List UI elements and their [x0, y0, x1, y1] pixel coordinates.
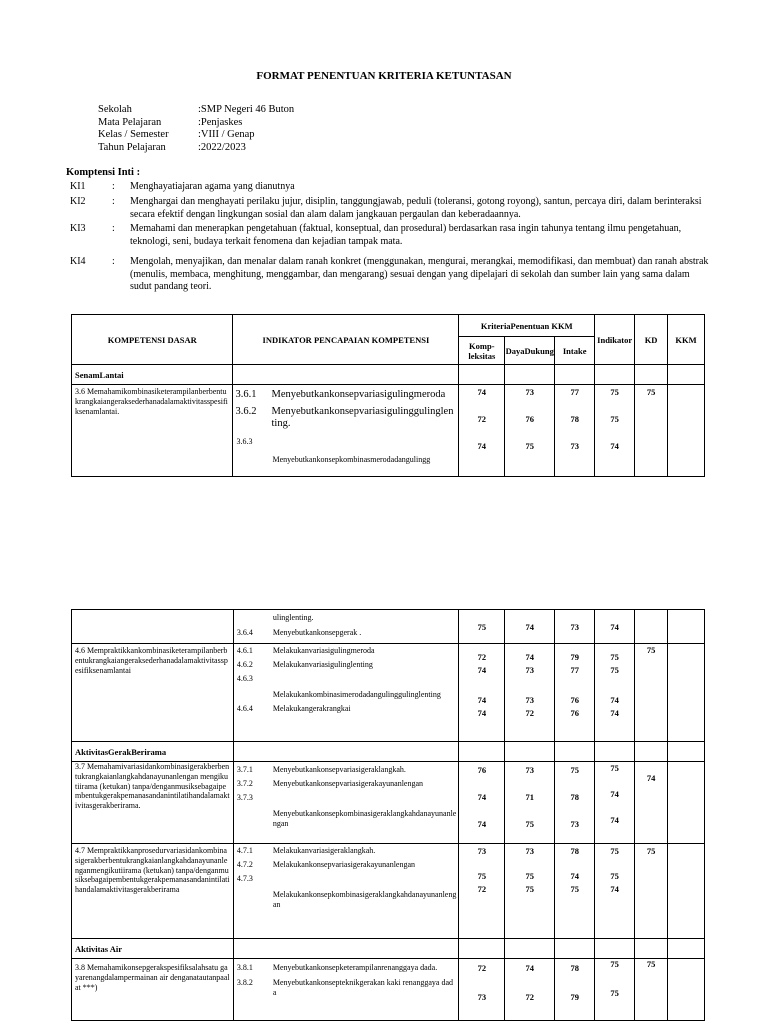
- komp-value: 73: [477, 992, 487, 1002]
- empty-cell: [459, 742, 505, 762]
- info-row-school: [98, 104, 294, 117]
- ki-colon: :: [112, 256, 115, 267]
- indicator-row: [233, 437, 458, 447]
- indicator-row: [234, 704, 459, 714]
- intake-value: 77: [570, 387, 579, 397]
- indikator-value: 74: [610, 708, 619, 718]
- indicator-text: Melakukankonsepvariasigerakayunanlengan: [272, 860, 416, 869]
- indicator-list-3-6: [233, 385, 459, 477]
- empty-cell: [668, 939, 705, 959]
- empty-cell: [505, 742, 555, 762]
- indicator-row: [234, 890, 459, 910]
- school-info: [98, 104, 294, 154]
- kkm-table-page1: [71, 314, 705, 477]
- indicator-text: Menyebutkankonsepketerampilanrenanggaya dada.: [272, 963, 438, 972]
- info-label: Sekolah: [98, 104, 132, 115]
- indicator-list-4-6: [233, 644, 459, 742]
- empty-cell: [505, 939, 555, 959]
- intake-value: 78: [570, 846, 579, 856]
- komp-values: [459, 762, 505, 844]
- intake-values: [555, 762, 595, 844]
- daya-value: 76: [525, 414, 534, 424]
- daya-values: [505, 959, 555, 1021]
- kd-value: [635, 762, 668, 844]
- intake-value: 78: [570, 792, 579, 802]
- indicator-text: Melakukangerakrangkai: [272, 704, 351, 713]
- intake-value: 75: [570, 765, 579, 775]
- daya-values: [505, 385, 555, 477]
- daya-value: 74: [525, 963, 535, 973]
- indicator-row: [234, 674, 459, 684]
- kd-3-6: 3.6 Memahamikombinasiketerampilanberbentukrangkaiangeraksederhanadalamaktivitasspesifiksenamlantai.: [72, 385, 233, 477]
- empty-cell: [233, 939, 459, 959]
- daya-value: 75: [525, 871, 535, 881]
- section-senam-lantai: SenamLantai: [72, 365, 233, 385]
- komp-value: 74: [477, 708, 487, 718]
- daya-value: 75: [525, 884, 535, 894]
- ki-colon: :: [112, 196, 115, 207]
- indikator-value: 75: [610, 959, 619, 969]
- indicator-code-blank: [234, 690, 273, 700]
- indicator-row: [234, 874, 459, 884]
- indikator-value: 75: [610, 988, 619, 998]
- ki-heading: Komptensi Inti :: [66, 167, 141, 178]
- daya-value: 74: [525, 652, 535, 662]
- empty-cell: [635, 610, 668, 644]
- daya-values: [505, 762, 555, 844]
- kd-value-text: 75: [646, 846, 656, 856]
- intake-value: 79: [570, 652, 579, 662]
- indicator-row: [234, 646, 459, 656]
- daya-value: 75: [525, 819, 535, 829]
- indicator-row: [234, 846, 459, 856]
- ki-item-4: [70, 256, 710, 294]
- section-aktivitas-air: Aktivitas Air: [72, 939, 234, 959]
- indicator-text: Melakukanvariasigulingmeroda: [272, 646, 375, 655]
- komp-values: [459, 959, 505, 1021]
- ki-item-3: [70, 223, 710, 248]
- ki-code: KI1: [70, 181, 86, 192]
- kd-4-6: 4.6 Mempraktikkankombinasiketerampilanberbentukrangkaiangeraksederhanadalamaktivitasspesifiksenamlantai: [72, 644, 234, 742]
- indikator-values: [595, 844, 635, 939]
- indicator-code: 3.7.1: [236, 765, 253, 774]
- header-intake: Intake: [555, 337, 595, 365]
- empty-cell: [505, 365, 555, 385]
- kd-3-8: 3.8 Memahamikonsepgerakspesifiksalahsatu gayarenangdalampermainan air denganatautanpaalat ***): [72, 959, 234, 1021]
- komp-value: 75: [459, 610, 505, 644]
- indikator-value: 75: [610, 871, 619, 881]
- indicator-code: 3.7.2: [236, 779, 253, 788]
- info-label: Kelas / Semester: [98, 129, 169, 140]
- ki-colon: :: [112, 181, 115, 192]
- komp-value: 76: [477, 765, 487, 775]
- intake-values: [555, 385, 595, 477]
- ki-text: Menghayatiajaran agama yang dianutnya: [130, 181, 295, 192]
- empty-cell: [233, 742, 459, 762]
- indicator-row: [234, 765, 459, 775]
- empty-cell: [555, 742, 595, 762]
- indicator-code: 4.7.2: [236, 860, 253, 869]
- kd-value-text: 75: [646, 959, 656, 969]
- indikator-value: 75: [610, 846, 619, 856]
- ki-text: Memahami dan menerapkan pengetahuan (faktual, konseptual, dan prosedural) berdasarkan rasa ingin tahunya tentang ilmu pengetahuan, teknologi, seni, budaya terkait fenomena dan kejadian tampak mata.: [130, 223, 682, 247]
- indicator-code-blank: [234, 809, 273, 829]
- indicator-row: [233, 455, 458, 465]
- indicator-code: 4.6.4: [236, 704, 253, 713]
- intake-value: 79: [570, 992, 579, 1002]
- ki-code: KI2: [70, 196, 86, 207]
- empty-cell: [595, 365, 635, 385]
- header-kkm: KKM: [668, 315, 705, 365]
- indikator-value: 75: [610, 414, 619, 424]
- document-title: FORMAT PENENTUAN KRITERIA KETUNTASAN: [256, 70, 512, 82]
- kkm-cell: [668, 762, 705, 844]
- empty-cell: [459, 939, 505, 959]
- intake-value: 73: [555, 610, 595, 644]
- komp-values: [459, 644, 505, 742]
- indikator-values: [595, 959, 635, 1021]
- section-gerak-berirama: AktivitasGerakBerirama: [72, 742, 234, 762]
- indikator-values: [595, 644, 635, 742]
- empty-cell: [668, 742, 705, 762]
- indicator-row: [233, 406, 458, 431]
- indicator-text: Melakukanvariasigeraklangkah.: [272, 846, 376, 855]
- daya-value: 73: [525, 665, 535, 675]
- indikator-value: 74: [610, 695, 619, 705]
- indikator-value: 75: [610, 652, 619, 662]
- indicator-code: 3.8.2: [236, 978, 253, 987]
- indicator-code: 4.6.2: [236, 660, 253, 669]
- indicator-code: 3.8.1: [236, 963, 253, 972]
- intake-value: 78: [570, 414, 579, 424]
- daya-value: 72: [525, 708, 535, 718]
- indicator-text: Menyebutkankonsepvariasigulinggulinglenting.: [271, 405, 454, 429]
- kd-value: [635, 385, 668, 477]
- daya-value: 75: [525, 441, 534, 451]
- header-daya-dukung: DayaDukung: [505, 337, 555, 365]
- indicator-text: Melakukanvariasigulinglenting: [272, 660, 373, 669]
- header-kompetensi-dasar: KOMPETENSI DASAR: [72, 315, 233, 365]
- indicator-code: 4.6.1: [236, 646, 253, 655]
- indicator-code: 4.6.3: [236, 674, 253, 683]
- komp-value: 73: [477, 846, 487, 856]
- komp-value: 72: [477, 884, 487, 894]
- info-row-subject: [98, 117, 294, 130]
- indicator-code: 3.6.2: [235, 405, 257, 417]
- indicator-code: 3.6.4: [236, 628, 253, 637]
- indicator-row: [234, 628, 459, 638]
- indicator-code-blank: [234, 890, 273, 910]
- daya-value: 74: [505, 610, 555, 644]
- komp-values: [459, 844, 505, 939]
- empty-cell: [595, 742, 635, 762]
- indikator-value: 74: [610, 884, 619, 894]
- daya-value: 72: [525, 992, 535, 1002]
- indicator-code: 3.7.3: [236, 793, 253, 802]
- ki-text: Mengolah, menyajikan, dan menalar dalam ranah konkret (menggunakan, mengurai, merangkai, memodifikasi, dan membuat) dan ranah abstrak (menulis, membaca, menghitung, menggambar, dan mengarang) sesuai dengan yang dipelajari di sekolah dan sumber lain yang sama dalam sudut pandang teori.: [130, 256, 709, 292]
- intake-value: 75: [570, 884, 579, 894]
- info-row-year: [98, 142, 294, 155]
- header-indikator: Indikator: [595, 315, 635, 365]
- komp-value: 74: [477, 792, 487, 802]
- kd-value: [635, 644, 668, 742]
- ki-item-1: [70, 181, 710, 194]
- info-value: :VIII / Genap: [198, 129, 255, 140]
- kd-value: [635, 959, 668, 1021]
- indicator-row: [234, 809, 459, 829]
- intake-value: 77: [570, 665, 579, 675]
- indicator-code-blank: [233, 455, 272, 465]
- intake-value: 73: [570, 441, 579, 451]
- info-value: :Penjaskes: [198, 116, 243, 128]
- indicator-list-3-7: [233, 762, 459, 844]
- indicator-row: [234, 690, 459, 700]
- info-value: :2022/2023: [198, 141, 246, 153]
- indicator-text: ulinglenting.: [272, 613, 314, 622]
- indikator-value: 74: [610, 815, 619, 825]
- info-value: :SMP Negeri 46 Buton: [198, 104, 295, 115]
- kkm-cell: [668, 844, 705, 939]
- empty-cell: [668, 610, 705, 644]
- intake-value: 76: [570, 695, 579, 705]
- indicator-row: [233, 389, 458, 402]
- indicator-text: Menyebutkankonsepvariasigeraklangkah.: [272, 765, 406, 774]
- indikator-value: 74: [595, 610, 635, 644]
- komp-value: 72: [477, 652, 487, 662]
- indikator-values: [595, 385, 635, 477]
- kd-3-7: 3.7 Memahamivariasidankombinasigerakberbentukrangkaianlangkahdanayunanlengan mengikutiirama (ketukan) tanpa/denganmusiksebagaipembentukgerakpemanasandanintilatihandalamaktivitasgerakberirama.: [72, 762, 234, 844]
- ki-colon: :: [112, 223, 115, 234]
- daya-value: 71: [525, 792, 535, 802]
- indikator-values: [595, 762, 635, 844]
- kd-value-text: 75: [646, 645, 656, 655]
- komp-value: 72: [477, 414, 487, 424]
- header-kriteria: KriteriaPenentuan KKM: [459, 315, 595, 337]
- indicator-code: 3.6.3: [236, 436, 253, 446]
- intake-value: 76: [570, 708, 579, 718]
- komp-value: 75: [477, 871, 487, 881]
- indicator-text: Menyebutkankonsepteknikgerakan kaki renanggaya dada: [272, 978, 453, 997]
- indicator-text: Menyebutkankonsepvariasigerakayunanlengan: [272, 779, 424, 788]
- indikator-value: 75: [610, 665, 619, 675]
- daya-value: 73: [525, 695, 535, 705]
- indicator-row: [234, 613, 459, 623]
- indikator-value: 75: [610, 763, 619, 773]
- indicator-row: [234, 963, 459, 973]
- daya-value: 73: [525, 387, 534, 397]
- empty-cell: [635, 742, 668, 762]
- empty-cell: [233, 365, 459, 385]
- indicator-row: [234, 793, 459, 803]
- kd-4-7: 4.7 Mempraktikkanprosedurvariasidankombinasigerakberbentukrangkaianlangkahdanayunanlenganmengikutiirama (ketukan) tanpa/denganmusiksebagaipembentukgerakpemanasandanintilatihandalamaktivitasgerakberirama: [72, 844, 234, 939]
- intake-value: 78: [570, 963, 579, 973]
- indikator-value: 74: [610, 441, 619, 451]
- info-label: Tahun Pelajaran: [98, 141, 166, 153]
- info-label: Mata Pelajaran: [98, 116, 162, 128]
- header-indikator-pencapaian: INDIKATOR PENCAPAIAN KOMPETENSI: [233, 315, 459, 365]
- empty-cell: [635, 939, 668, 959]
- empty-cell: [668, 365, 705, 385]
- indicator-list-cont: [233, 610, 459, 644]
- indicator-row: [234, 660, 459, 670]
- komp-value: 74: [477, 695, 487, 705]
- ki-code: KI4: [70, 256, 86, 267]
- komp-value: 74: [477, 819, 487, 829]
- indicator-code: 4.7.3: [236, 874, 253, 883]
- empty-cell: [459, 365, 505, 385]
- indicator-text: Menyebutkankonsepgerak .: [272, 628, 362, 637]
- daya-value: 73: [525, 846, 535, 856]
- indicator-code-blank: [234, 613, 273, 623]
- ki-code: KI3: [70, 223, 86, 234]
- daya-values: [505, 644, 555, 742]
- komp-value: 74: [477, 441, 487, 451]
- intake-values: [555, 959, 595, 1021]
- kkm-cell: [668, 385, 705, 477]
- kd-value: [635, 844, 668, 939]
- ki-item-2: [70, 196, 710, 221]
- komp-value: 74: [477, 387, 487, 397]
- header-kompleksitas: Komp-leksitas: [459, 337, 505, 365]
- empty-cell: [555, 939, 595, 959]
- empty-cell: [635, 365, 668, 385]
- daya-values: [505, 844, 555, 939]
- indicator-text: Melakukankombinasimerodadangulinggulinglenting: [272, 690, 441, 699]
- indicator-row: [234, 779, 459, 789]
- empty-cell: [555, 365, 595, 385]
- header-kd: KD: [635, 315, 668, 365]
- intake-value: 74: [570, 871, 579, 881]
- indicator-code: 4.7.1: [236, 846, 253, 855]
- indicator-list-4-7: [233, 844, 459, 939]
- kkm-cell: [668, 959, 705, 1021]
- intake-value: 73: [570, 819, 579, 829]
- komp-values: [459, 385, 505, 477]
- indicator-code: 3.6.1: [235, 389, 257, 400]
- info-row-class: [98, 129, 294, 142]
- indicator-text: Melakukankonsepkombinasigeraklangkahdanayunanlengan: [272, 890, 457, 909]
- komp-value: 74: [477, 665, 487, 675]
- intake-values: [555, 844, 595, 939]
- kd-value-text: 75: [646, 387, 656, 397]
- kd-value-text: 74: [646, 773, 656, 783]
- indikator-value: 74: [610, 789, 619, 799]
- indicator-list-3-8: [233, 959, 459, 1021]
- intake-values: [555, 644, 595, 742]
- daya-value: 73: [525, 765, 535, 775]
- empty-cell: [595, 939, 635, 959]
- indicator-row: [234, 860, 459, 870]
- ki-text: Menghargai dan menghayati perilaku jujur, disiplin, tanggungjawab, peduli (toleransi, gotong royong), santun, percaya diri, dalam berinteraksi secara efektif dengan lingkungan sosial dan alam dalam jangkauan pergaulan dan keberadaannya.: [130, 196, 702, 220]
- indikator-value: 75: [610, 387, 619, 397]
- kkm-table-page2: [71, 609, 705, 1021]
- indicator-row: [234, 978, 459, 998]
- empty-cell: [72, 610, 234, 644]
- kkm-cell: [668, 644, 705, 742]
- komp-value: 72: [477, 963, 487, 973]
- indicator-text: Menyebutkankonsepkombinasmerodadangulingg: [272, 454, 431, 464]
- indicator-text: Menyebutkankonsepkombinasigeraklangkahdanayunanlengan: [272, 809, 457, 828]
- indicator-text: Menyebutkankonsepvariasigulingmeroda: [271, 389, 446, 400]
